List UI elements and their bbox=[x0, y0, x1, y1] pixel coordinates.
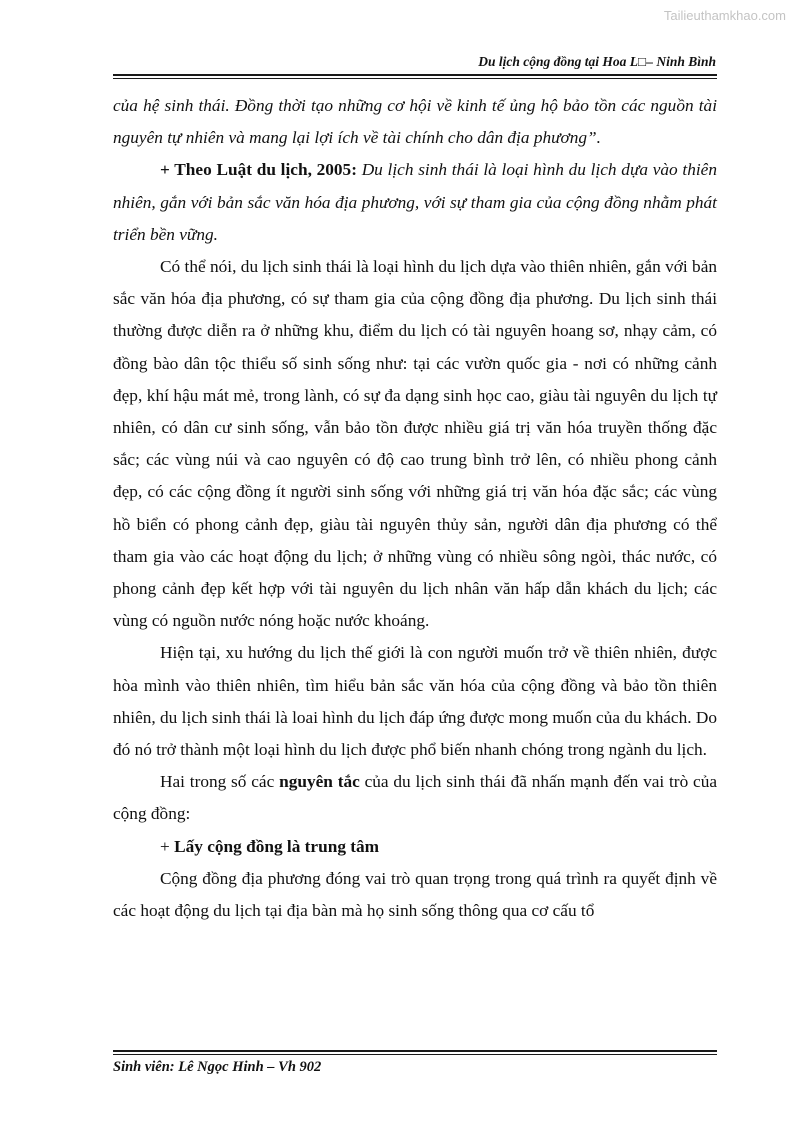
document-body bbox=[113, 90, 717, 927]
watermark-text: Tailieuthamkhao.com bbox=[663, 8, 786, 23]
principle-heading bbox=[113, 831, 717, 863]
footer-student-name: Sinh viên: Lê Ngọc Hinh – Vh 902 bbox=[113, 1059, 322, 1075]
paragraph-community-role: Cộng đồng địa phương đóng vai trò quan trọng trong quá trình ra quyết định về các hoạt động du lịch tại địa bàn mà họ sinh sống thông qua cơ cấu tổ bbox=[113, 868, 717, 921]
footer-rule-thin bbox=[113, 1054, 717, 1055]
principle-heading-text: Lấy cộng đồng là trung tâm bbox=[174, 836, 380, 856]
header-rule-thick bbox=[113, 74, 717, 76]
header-rule-thin bbox=[113, 78, 717, 79]
principles-intro-post: của du lịch sinh thái đã nhấn mạnh đến vai trò của cộng đồng: bbox=[113, 772, 718, 824]
paragraph-quote-end: của hệ sinh thái. Đồng thời tạo những cơ hội về kinh tế ủng hộ bảo tồn các nguồn tài nguyên tự nhiên và mang lại lợi ích về tài chính cho dân địa phương”. bbox=[113, 96, 717, 148]
paragraph-law-definition bbox=[113, 154, 717, 251]
footer-rule-thick bbox=[113, 1050, 717, 1052]
principles-intro-pre: Hai trong số các bbox=[160, 772, 275, 792]
running-header-title: Du lịch cộng đồng tại Hoa L□– Ninh Bình bbox=[478, 54, 716, 69]
principle-bullet: + bbox=[160, 836, 170, 856]
law-definition-lead: + Theo Luật du lịch, 2005: bbox=[160, 160, 357, 180]
paragraph-current-trend: Hiện tại, xu hướng du lịch thế giới là con người muốn trở về thiên nhiên, được hòa mình vào thiên nhiên, tìm hiểu bản sắc văn hóa của cộng đồng và bảo tồn thiên nhiên, du lịch sinh thái là loai hình du lịch đáp ứng được mong muốn của du khách. Do đó nó trở thành một loại hình du lịch được phổ biến nhanh chóng trong ngành du lịch. bbox=[113, 643, 717, 760]
paragraph-principles-intro bbox=[113, 766, 717, 830]
principles-keyword: nguyên tắc bbox=[279, 772, 360, 792]
law-definition-body: Du lịch sinh thái là loại hình du lịch dựa vào thiên nhiên, gắn với bản sắc văn hóa địa phương, với sự tham gia của cộng đồng nhằm phát triển bền vững. bbox=[113, 160, 717, 244]
paragraph-ecotourism-locations: Có thể nói, du lịch sinh thái là loại hình du lịch dựa vào thiên nhiên, gắn với bản sắc văn hóa địa phương, có sự tham gia của cộng đồng địa phương. Du lịch sinh thái thường được diễn ra ở những khu, điểm du lịch có tài nguyên hoang sơ, nhạy cảm, có đồng bào dân tộc thiểu số sinh sống như: tại các vườn quốc gia - nơi có những cảnh đẹp, khí hậu mát mẻ, trong lành, có sự đa dạng sinh học cao, giàu tài nguyên du lịch tự nhiên, có dân cư sinh sống, vẫn bảo tồn được nhiều giá trị văn hóa truyền thống đặc sắc; các vùng núi và cao nguyên có độ cao trung bình trở lên, có nhiều phong cảnh đẹp, có các cộng đồng ít người sinh sống với những giá trị văn hóa đặc sắc; các vùng hồ biển có phong cảnh đẹp, giàu tài nguyên thủy sản, người dân địa phương có thể tham gia vào các hoạt động du lịch; ở những vùng có nhiều sông ngòi, thác nước, có phong cảnh đẹp kết hợp với tài nguyên du lịch nhân văn hấp dẫn khách du lịch; các vùng có nguồn nước nóng hoặc nước khoáng. bbox=[113, 257, 717, 631]
